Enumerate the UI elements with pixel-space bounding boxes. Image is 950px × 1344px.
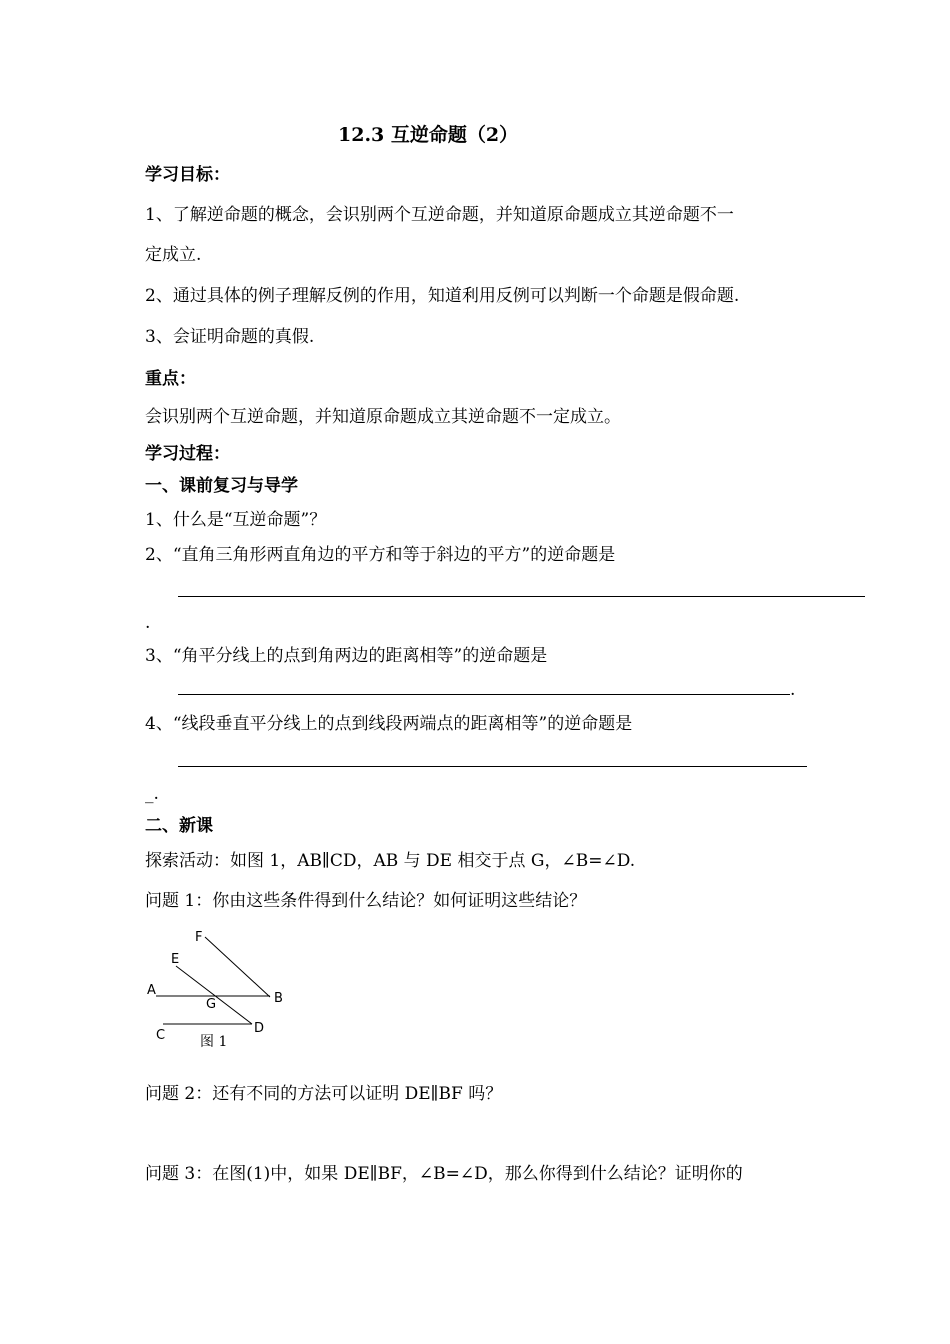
section-2-heading: 二、新课 (145, 816, 213, 836)
process-heading: 学习过程： (145, 444, 230, 464)
key-text: 会识别两个互逆命题，并知道原命题成立其逆命题不一定成立。 (145, 407, 621, 427)
problem-3: 问题 3：在图(1)中，如果 DE∥BF，∠B=∠D，那么你得到什么结论？证明你的 (145, 1164, 743, 1184)
question-4-end: _. (145, 784, 159, 804)
question-1: 1、什么是“互逆命题”？ (145, 510, 327, 530)
question-3-end: . (790, 680, 796, 700)
answer-line-2 (178, 596, 865, 597)
question-3: 3、“角平分线上的点到角两边的距离相等”的逆命题是 (145, 646, 548, 666)
label-a: A (147, 983, 156, 998)
figure-1 (140, 925, 300, 1055)
explore-activity: 探索活动：如图 1，AB∥CD，AB 与 DE 相交于点 G，∠B=∠D. (145, 851, 636, 871)
label-d: D (254, 1021, 265, 1036)
answer-line-4 (178, 766, 807, 767)
goal-1-line-1: 1、了解逆命题的概念，会识别两个互逆命题，并知道原命题成立其逆命题不一 (145, 205, 734, 225)
label-c: C (156, 1028, 166, 1043)
segment-ed (176, 966, 252, 1024)
question-2-end: . (145, 613, 151, 633)
section-1-heading: 一、课前复习与导学 (145, 476, 298, 496)
label-b: B (274, 991, 283, 1006)
label-g: G (206, 997, 217, 1012)
question-2: 2、“直角三角形两直角边的平方和等于斜边的平方”的逆命题是 (145, 545, 616, 565)
goal-2: 2、通过具体的例子理解反例的作用，知道利用反例可以判断一个命题是假命题. (145, 286, 740, 306)
figure-caption: 图 1 (200, 1034, 228, 1050)
problem-1: 问题 1：你由这些条件得到什么结论？如何证明这些结论？ (145, 891, 587, 911)
goal-1-line-2: 定成立. (145, 245, 202, 265)
question-4: 4、“线段垂直平分线上的点到线段两端点的距离相等”的逆命题是 (145, 714, 633, 734)
answer-line-3 (178, 694, 790, 695)
label-e: E (171, 952, 180, 967)
label-f: F (195, 930, 203, 945)
problem-2: 问题 2：还有不同的方法可以证明 DE∥BF 吗？ (145, 1084, 503, 1104)
goal-3: 3、会证明命题的真假. (145, 327, 315, 347)
goals-heading: 学习目标： (145, 165, 230, 185)
page-title: 12.3 互逆命题（2） (338, 124, 519, 146)
segment-fb (205, 937, 270, 997)
key-heading: 重点： (145, 369, 196, 389)
